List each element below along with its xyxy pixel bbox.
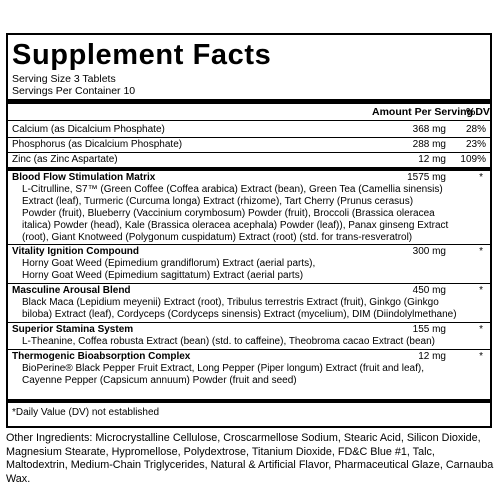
- row-divider: [8, 244, 490, 245]
- blend-dv: *: [479, 172, 483, 183]
- blend-amount: 12 mg: [418, 351, 446, 362]
- other-ingredients: Other Ingredients: Microcrystalline Cellulose, Croscarmellose Sodium, Stearic Acid, Silicon Dioxide, Magnesium Stearate, Hypromellose, Polydextrose, Titanium Dioxide, FD&C Blue #1, Talc, Maltodextrin, Medium-Chain Triglycerides, Natural & Artificial Flavor, Pharmaceutical Glaze, Carnauba Wax.: [6, 432, 494, 485]
- blend-row: [12, 285, 486, 297]
- dv-footnote: *Daily Value (DV) not established: [12, 407, 160, 418]
- blend-row: [12, 172, 486, 184]
- blend-ingredients: [22, 258, 482, 282]
- ingredient-line: biloba) Extract (leaf), Cordyceps (Cordyceps sinensis) Extract (mycelium), DIM (Diindolylmethane): [22, 309, 457, 320]
- blend-row: [12, 351, 486, 363]
- row-divider: [8, 283, 490, 284]
- nutrient-dv: 23%: [465, 139, 486, 150]
- nutrient-row: [12, 154, 486, 166]
- blend-amount: 155 mg: [412, 324, 446, 335]
- row-divider: [8, 349, 490, 350]
- blend-ingredients: [22, 297, 482, 321]
- section-thick-rule: [8, 399, 490, 403]
- ingredient-line: italica) Powder (head), Kale (Brassica oleracea acephala) Powder (leaf)), Panax ginseng Extract: [22, 220, 449, 231]
- nutrient-name: Calcium (as Dicalcium Phosphate): [12, 124, 165, 135]
- blend-name: Blood Flow Stimulation Matrix: [12, 172, 156, 183]
- ingredient-line: Cayenne Pepper (Capsicum annuum) Powder (fruit and seed): [22, 375, 297, 386]
- dv-header: %DV: [466, 106, 490, 118]
- section-thick-rule: [8, 167, 490, 171]
- ingredient-line: (root), Giant Knotweed (Polygonum cuspidatum) Extract (root) (std. for trans-resveratrol): [22, 232, 413, 243]
- ingredient-line: Black Maca (Lepidium meyenii) Extract (root), Tribulus terrestris Extract (fruit), Ginkgo (Ginkgo: [22, 297, 439, 308]
- blend-name: Masculine Arousal Blend: [12, 285, 131, 296]
- nutrient-row: [12, 124, 486, 136]
- nutrient-amount: 288 mg: [412, 139, 446, 150]
- blend-dv: *: [479, 324, 483, 335]
- row-divider: [8, 137, 490, 138]
- blend-ingredients: [22, 363, 482, 387]
- nutrient-name: Zinc (as Zinc Aspartate): [12, 154, 118, 165]
- ingredient-line: L-Citrulline, S7™ (Green Coffee (Coffea arabica) Extract (bean), Green Tea (Camellia sinensis): [22, 184, 443, 195]
- panel-title: Supplement Facts: [12, 39, 272, 71]
- amount-per-serving-header: Amount Per Serving: [372, 106, 473, 118]
- ingredient-line: Horny Goat Weed (Epimedium grandiflorum) Extract (aerial parts),: [22, 258, 316, 269]
- ingredient-line: L-Theanine, Coffea robusta Extract (bean) (std. to caffeine), Theobroma cacao Extract (bean): [22, 336, 435, 347]
- blend-dv: *: [479, 351, 483, 362]
- blend-amount: 1575 mg: [407, 172, 446, 183]
- nutrient-dv: 28%: [465, 124, 486, 135]
- row-divider: [8, 152, 490, 153]
- blend-dv: *: [479, 285, 483, 296]
- ingredient-line: Horny Goat Weed (Epimedium sagittatum) Extract (aerial parts): [22, 270, 304, 281]
- nutrient-amount: 368 mg: [412, 124, 446, 135]
- blend-row: [12, 324, 486, 336]
- header-thick-rule: [8, 99, 490, 104]
- blend-amount: 450 mg: [412, 285, 446, 296]
- blend-ingredients: [22, 336, 482, 348]
- blend-name: Superior Stamina System: [12, 324, 134, 335]
- ingredient-line: BioPerine® Black Pepper Fruit Extract, Long Pepper (Piper longum) Extract (fruit and leaf),: [22, 363, 424, 374]
- blend-name: Vitality Ignition Compound: [12, 246, 140, 257]
- blend-amount: 300 mg: [412, 246, 446, 257]
- blend-name: Thermogenic Bioabsorption Complex: [12, 351, 191, 362]
- blend-ingredients: [22, 184, 482, 244]
- row-divider: [8, 322, 490, 323]
- blend-row: [12, 246, 486, 258]
- nutrient-amount: 12 mg: [418, 154, 446, 165]
- header-rule: [8, 120, 490, 121]
- nutrient-dv: 109%: [460, 154, 486, 165]
- serving-size: Serving Size 3 Tablets: [12, 73, 116, 85]
- ingredient-line: Powder (fruit), Blueberry (Vaccinium corymbosum) Powder (fruit), Broccoli (Brassica oleracea: [22, 208, 435, 219]
- ingredient-line: Extract (leaf), Turmeric (Curcuma longa) Extract (rhizome), Tart Cherry (Prunus cerasus): [22, 196, 414, 207]
- nutrient-name: Phosphorus (as Dicalcium Phosphate): [12, 139, 183, 150]
- nutrient-row: [12, 139, 486, 151]
- servings-per-container: Servings Per Container 10: [12, 85, 136, 97]
- blend-dv: *: [479, 246, 483, 257]
